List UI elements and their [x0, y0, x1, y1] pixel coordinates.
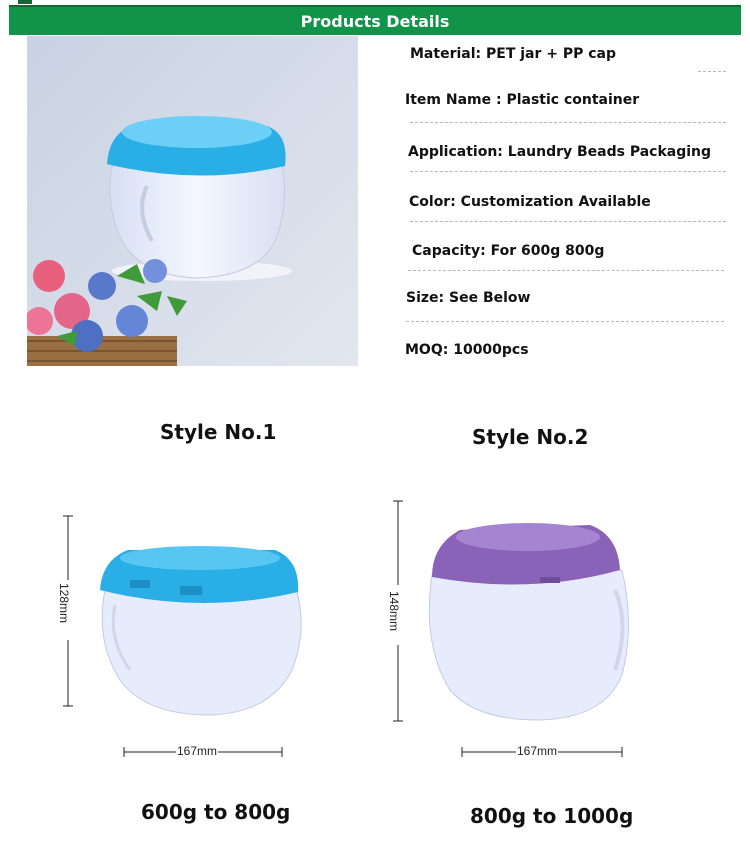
header-mark	[18, 0, 32, 4]
spec-divider	[698, 71, 726, 72]
spec-application: Application: Laundry Beads Packaging	[408, 144, 712, 160]
style-1-diagram	[60, 510, 310, 770]
spec-divider	[410, 122, 726, 123]
style-1-height-label: 128mm	[57, 582, 72, 624]
style-2-width-label: 167mm	[517, 744, 558, 758]
product-photo	[27, 36, 358, 366]
spec-color: Color: Customization Available	[409, 194, 651, 210]
spec-divider	[408, 270, 724, 271]
style-1-width-label: 167mm	[177, 744, 218, 758]
style-1-title: Style No.1	[160, 420, 277, 444]
spec-divider	[410, 221, 726, 222]
spec-item-name: Item Name : Plastic container	[405, 92, 640, 108]
style-1-jar-illustration	[60, 510, 310, 770]
style-1-weight-range: 600g to 800g	[141, 800, 291, 824]
style-2-height-label: 148mm	[387, 590, 402, 632]
spec-material: Material: PET jar + PP cap	[410, 46, 617, 62]
products-details-header	[9, 5, 741, 35]
style-2-title: Style No.2	[472, 425, 589, 449]
spec-size: Size: See Below	[406, 290, 531, 306]
product-photo-illustration	[27, 36, 358, 366]
style-2-diagram	[390, 495, 650, 765]
spec-moq: MOQ: 10000pcs	[405, 342, 529, 358]
header-title: Products Details	[300, 12, 450, 31]
spec-divider	[406, 321, 724, 322]
style-2-weight-range: 800g to 1000g	[470, 804, 634, 828]
style-2-jar-illustration	[390, 495, 650, 765]
spec-capacity: Capacity: For 600g 800g	[412, 243, 605, 259]
spec-divider	[410, 171, 726, 172]
